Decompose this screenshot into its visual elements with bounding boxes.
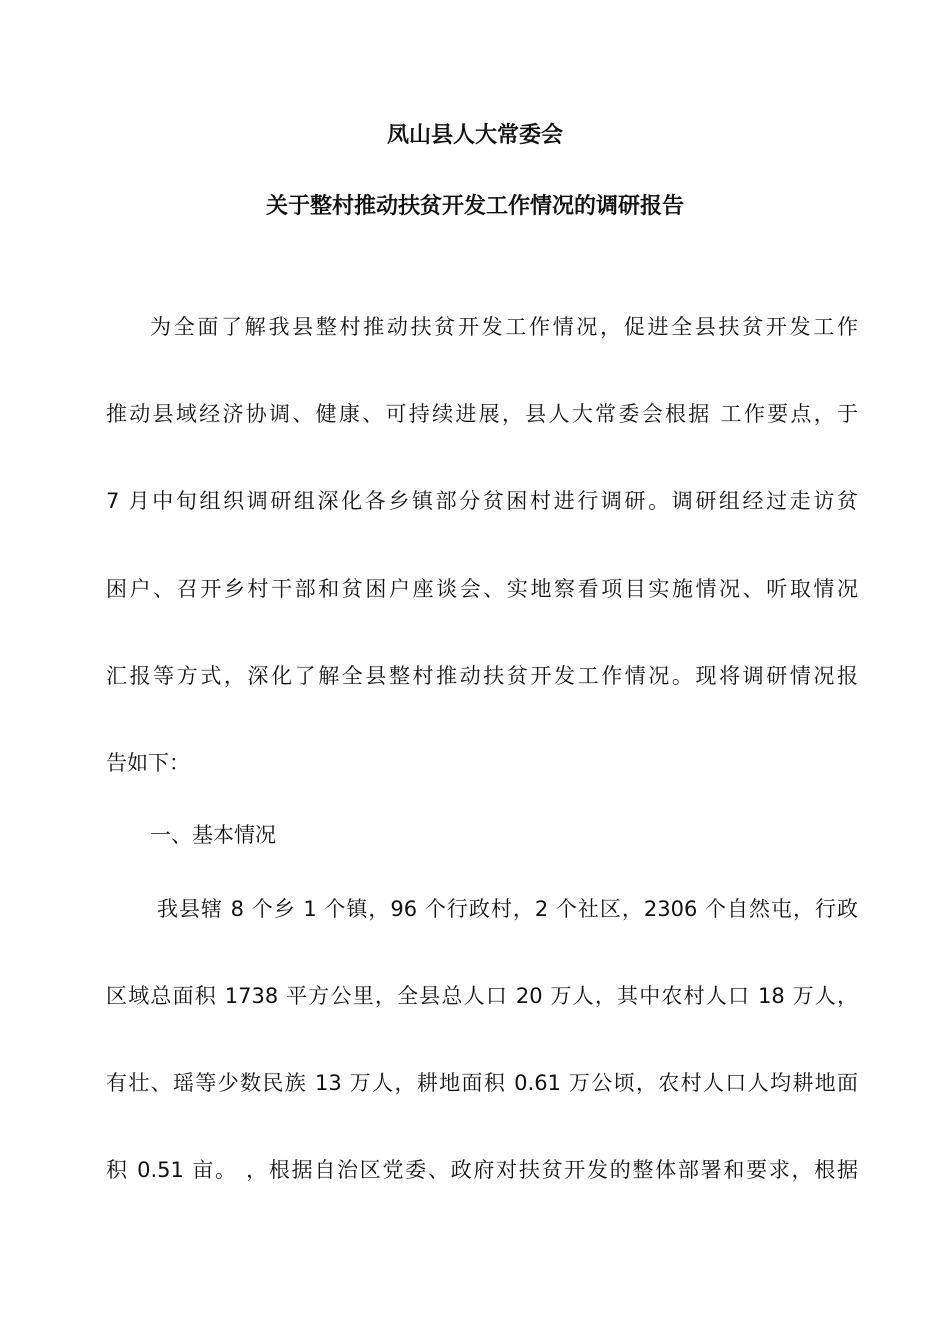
paragraph-line: 7 月中旬组织调研组深化各乡镇部分贫困村进行调研。调研组经过走访贫 [106, 489, 858, 513]
paragraph-line: 困户、召开乡村干部和贫困户座谈会、实地察看项目实施情况、听取情况 [106, 577, 858, 601]
paragraph-line: 汇报等方式，深化了解全县整村推动扶贫开发工作情况。现将调研情况报 [106, 664, 858, 688]
paragraph-line: 告如下： [106, 751, 190, 775]
section-heading: 一、基本情况 [150, 823, 276, 847]
paragraph-line: 为全面了解我县整村推动扶贫开发工作情况，促进全县扶贫开发工作 [150, 315, 858, 339]
paragraph-line: 区域总面积 1738 平方公里，全县总人口 20 万人，其中农村人口 18 万人， [106, 984, 858, 1008]
paragraph-line: 有壮、瑶等少数民族 13 万人，耕地面积 0.61 万公顷，农村人口人均耕地面 [106, 1071, 858, 1095]
document-title-line-2: 关于整村推动扶贫开发工作情况的调研报告 [265, 194, 684, 219]
paragraph-line: 我县辖 8 个乡 1 个镇，96 个行政村，2 个社区，2306 个自然屯，行政 [157, 897, 858, 921]
paragraph-line: 推动县域经济协调、健康、可持续进展，县人大常委会根据 工作要点，于 [106, 402, 858, 426]
paragraph-line: 积 0.51 亩。 ，根据自治区党委、政府对扶贫开发的整体部署和要求，根据 [106, 1158, 858, 1182]
document-title-line-1: 凤山县人大常委会 [386, 123, 563, 148]
